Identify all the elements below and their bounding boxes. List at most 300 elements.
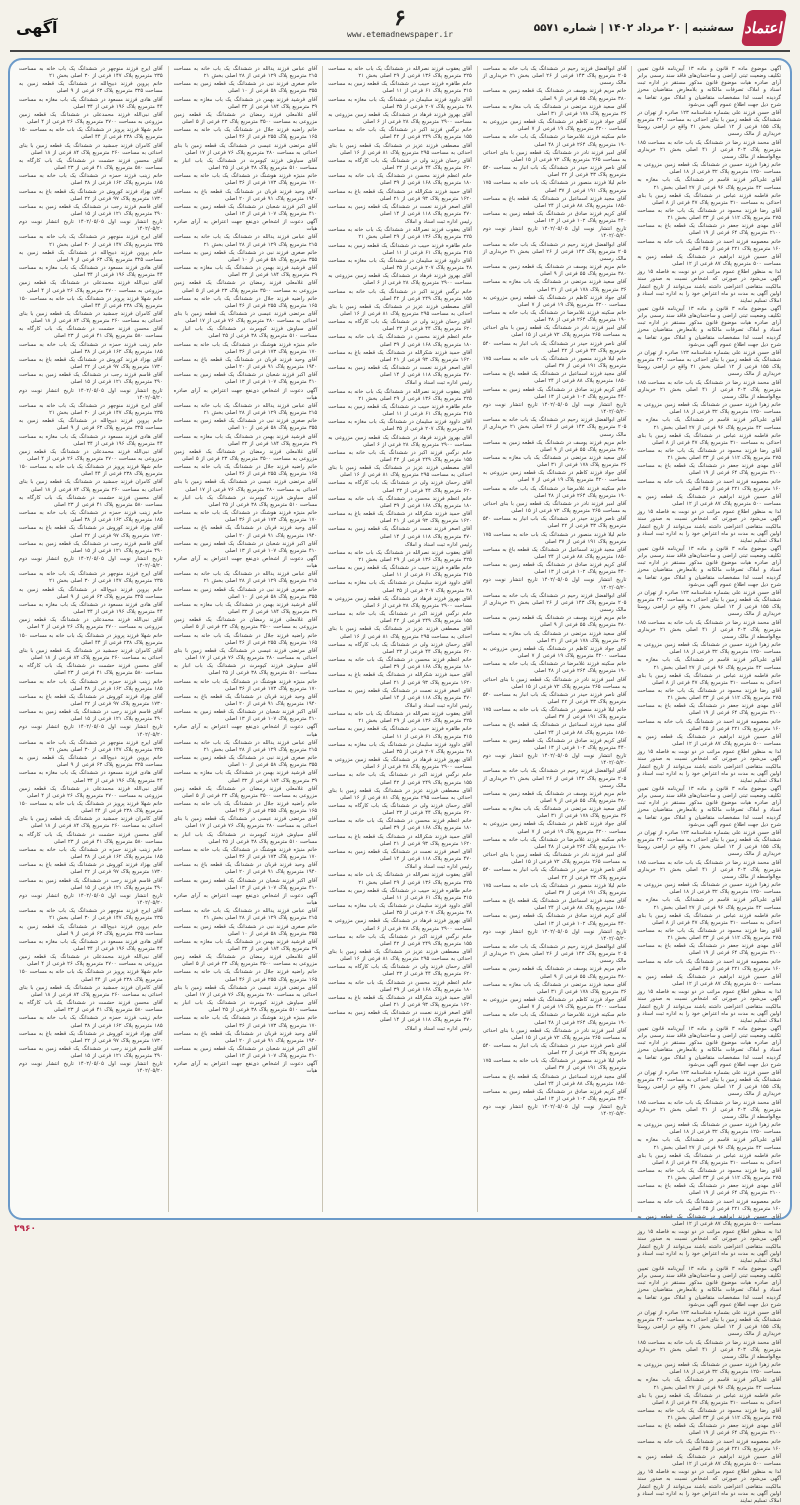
ad-entry: آقای بهروز فرزند فرهاد در ششدانگ یک قطعه زمین مزروعی به مساحت ۲۹۰۰ مترمربع پلاک ۲۸ فرعی از ۶ اصلی <box>328 757 472 771</box>
ad-entry: آقای سیاوش فرزند کیومرث در ششدانگ یک باب انبار به مساحت ۵۱۰ مترمربع پلاک ۳۸ فرعی از ۲۵ اصلی <box>173 1000 318 1014</box>
ad-entry: آقای ابوالفضل فرزند رحیم در ششدانگ یک باب خانه به مساحت ۲۰۵ مترمربع پلاک ۱۴۳ فرعی از ۲۶ اصلی بخش ۲۱ خریداری از مالک رسمی <box>482 417 627 438</box>
ad-entry: آقای ایرج فرزند منوچهر در ششدانگ یک باب خانه به مساحت ۲۳۵ مترمربع پلاک ۱۴۷ فرعی از ۳۰ اصلی بخش ۲۱ <box>19 66 163 80</box>
ad-entry: آقای مجید فرزند اسماعیل در ششدانگ یک قطعه باغ به مساحت ۱۸۵۰ مترمربع پلاک ۸۸ فرعی از ۲۴ اصلی <box>482 722 627 736</box>
ad-entry: خانم اعظم فرزند محسن در ششدانگ یک باب خانه به مساحت ۱۸۰ مترمربع پلاک ۱۶۸ فرعی از ۳۹ اصلی <box>328 657 472 671</box>
ad-entry: آقای فرشید فرزند بهمن در ششدانگ یک باب مغازه به مساحت ۳۹ مترمربع پلاک ۱۸۴ فرعی از ۳۲ اصلی <box>173 770 318 784</box>
ad-entry: آقای حسن فرزند علی بشماره شناسنامه ۱۲۳ صادره از تهران در ششدانگ یک قطعه زمین با بنای احداثی به مساحت ۲۴۰ مترمربع پلاک ۱۵۵ فرعی از ۱۲ اصلی بخش ۲۱ واقع در اراضی روستا خریداری از مالک رسمی <box>637 589 781 618</box>
ad-entry: آقای مهدی فرزند جعفر در ششدانگ یک قطعه باغ به مساحت ۲۱۰۰ مترمربع پلاک ۶۴ فرعی از ۱۹ اصلی <box>637 1423 781 1437</box>
ad-entry: آقای محمد فرزند رضا در ششدانگ یک باب خانه به مساحت ۱۸۵ مترمربع پلاک ۲۰۳ فرعی از ۴۱ اصلی بخش ۲۱ خریداری مع‌الواسطه از مالک رسمی <box>637 619 781 640</box>
ad-entry: آقای مرتضی فرزند عیسی در ششدانگ یک قطعه زمین با بنای احداثی به مساحت ۲۸۰ مترمربع پلاک ۷۶ فرعی از ۱۷ اصلی <box>173 647 318 662</box>
ad-entry: خانم مریم فرزند یوسف در ششدانگ یک قطعه زمین به مساحت ۳۸۰ مترمربع پلاک ۵۵ فرعی از ۹ اصلی <box>482 790 627 804</box>
ad-entry: خانم صغری فرزند نبی در ششدانگ یک قطعه زمین به مساحت ۳۵۵ مترمربع پلاک ۵۸ فرعی از ۱۰ اصلی <box>173 418 318 432</box>
ad-entry: آقای ایرج فرزند منوچهر در ششدانگ یک باب خانه به مساحت ۲۳۵ مترمربع پلاک ۱۴۷ فرعی از ۳۰ اصلی بخش ۲۱ <box>19 739 163 753</box>
ad-entry: آقای بهروز فرزند فرهاد در ششدانگ یک قطعه زمین مزروعی به مساحت ۲۹۰۰ مترمربع پلاک ۲۸ فرعی از ۶ اصلی <box>328 918 472 932</box>
ad-entry: خانم صغری فرزند نبی در ششدانگ یک قطعه زمین به مساحت ۳۵۵ مترمربع پلاک ۵۸ فرعی از ۱۰ اصلی <box>173 249 318 263</box>
ad-entry: آقای یعقوب فرزند نصرالله در ششدانگ یک باب خانه به مساحت ۲۲۵ مترمربع پلاک ۱۳۶ فرعی از ۲۹ اصلی بخش ۲۱ <box>328 711 472 725</box>
ad-entry: آقای اکبر فرزند شعبان در ششدانگ یک قطعه زمین به مساحت ۴۱۰ مترمربع پلاک ۱۰۷ فرعی از ۱۳ اصلی <box>173 1046 318 1060</box>
ad-entry: آقای حسین فرزند ابراهیم در ششدانگ یک قطعه زمین به مساحت ۵۰۰ مترمربع پلاک ۸۷ فرعی از ۱۲ اصلی <box>637 1213 781 1228</box>
ad-entry: آقای محمد فرزند رضا در ششدانگ یک باب خانه به مساحت ۱۸۵ مترمربع پلاک ۲۰۳ فرعی از ۴۱ اصلی بخش ۲۱ خریداری مع‌الواسطه از مالک رسمی <box>637 859 781 880</box>
ad-entry: آقای مرتضی فرزند عیسی در ششدانگ یک قطعه زمین با بنای احداثی به مساحت ۲۸۰ مترمربع پلاک ۷۶ فرعی از ۱۷ اصلی <box>173 479 318 493</box>
ad-entry: آقای یعقوب فرزند نصرالله در ششدانگ یک باب خانه به مساحت ۲۲۵ مترمربع پلاک ۱۳۶ فرعی از ۲۹ اصلی بخش ۲۱ <box>328 872 472 886</box>
ad-entry: آقای قاسم فرزند رجب در ششدانگ یک قطعه زمین به مساحت ۴۹۰ مترمربع پلاک ۱۲۱ فرعی از ۱۵ اصلی <box>19 1046 163 1060</box>
ad-entry: آقای حسین فرزند ابراهیم در ششدانگ یک قطعه زمین به مساحت ۵۰۰ مترمربع پلاک ۸۷ فرعی از ۱۲ اصلی <box>637 1453 781 1468</box>
ad-entry: آقای ابوالفضل فرزند رحیم در ششدانگ یک باب خانه به مساحت ۲۰۵ مترمربع پلاک ۱۴۳ فرعی از ۲۶ اصلی بخش ۲۱ خریداری از مالک رسمی <box>482 241 627 262</box>
ad-column <box>14 66 168 1212</box>
ad-entry: آقای ابوالفضل فرزند رحیم در ششدانگ یک باب خانه به مساحت ۲۰۵ مترمربع پلاک ۱۴۳ فرعی از ۲۶ اصلی بخش ۲۱ خریداری از مالک رسمی <box>482 66 627 87</box>
ad-entry: آقای اصغر فرزند نعمت در ششدانگ یک قطعه زمین به مساحت ۴۷۰ مترمربع پلاک ۱۱۸ فرعی از ۱۴ اصلی <box>328 203 472 217</box>
header-brand <box>534 8 784 48</box>
ad-entry: آقای کریم فرزند صادق در ششدانگ یک قطعه زمین به مساحت ۴۴۰ مترمربع پلاک ۱۰۲ فرعی از ۱۳ اصلی <box>482 386 627 400</box>
ad-entry: آقای حمید فرزند شکرالله در ششدانگ یک قطعه باغ به مساحت ۱۶۲۰ مترمربع پلاک ۹۳ فرعی از ۲۱ اصلی <box>328 188 472 202</box>
ad-entry: خانم شهلا فرزند پرویز در ششدانگ یک باب خانه به مساحت ۱۵۰ مترمربع پلاک ۲۳۸ فرعی از ۴۴ اصلی <box>19 969 163 983</box>
ad-entry: آگهی موضوع ماده ۳ قانون و ماده ۱۳ آیین‌نامه قانون تعیین تکلیف وضعیت ثبتی اراضی و ساختمان‌های فاقد سند رسمی برابر آرای صادره هیات موضوع قانون مذکور مستقر در اداره ثبت اسناد و املاک تصرفات مالکانه و بلامعارض متقاضیان محرز گردیده است لذا مشخصات متقاضیان و املاک مورد تقاضا به شرح ذیل جهت اطلاع عموم آگهی می‌شود <box>637 786 781 828</box>
ad-entry: رئیس اداره ثبت اسناد و املاک <box>404 702 472 709</box>
ad-entry: خانم طاهره فرزند حبیب در ششدانگ یک قطعه زمین به مساحت ۳۱۵ مترمربع پلاک ۶۱ فرعی از ۱۱ اصلی <box>328 726 472 740</box>
ad-entry: آقای اصغر فرزند نعمت در ششدانگ یک قطعه زمین به مساحت ۴۷۰ مترمربع پلاک ۱۱۸ فرعی از ۱۴ اصلی <box>328 687 472 701</box>
ad-entry: خانم طاهره فرزند حبیب در ششدانگ یک قطعه زمین به مساحت ۳۱۵ مترمربع پلاک ۶۱ فرعی از ۱۱ اصلی <box>328 403 472 418</box>
ad-entry: آقای فرشید فرزند بهمن در ششدانگ یک باب مغازه به مساحت ۳۹ مترمربع پلاک ۱۸۴ فرعی از ۳۲ اصلی <box>173 265 318 279</box>
ad-entry: آقای اصغر فرزند نعمت در ششدانگ یک قطعه زمین به مساحت ۴۷۰ مترمربع پلاک ۱۱۸ فرعی از ۱۴ اصلی <box>328 1010 472 1024</box>
ad-entry: آقای محمد فرزند رضا در ششدانگ یک باب خانه به مساحت ۱۸۵ مترمربع پلاک ۲۰۳ فرعی از ۴۱ اصلی بخش ۲۱ خریداری مع‌الواسطه از مالک رسمی <box>637 1339 781 1360</box>
ad-entry: آگهی دعوت از اشخاص ذی‌نفع جهت اعتراض به آرای صادره هیات <box>173 219 318 233</box>
ad-entry: آقای اکبر فرزند شعبان در ششدانگ یک قطعه زمین به مساحت ۴۱۰ مترمربع پلاک ۱۰۷ فرعی از ۱۳ اصلی <box>173 877 318 891</box>
ad-entry: خانم شهلا فرزند پرویز در ششدانگ یک باب خانه به مساحت ۱۵۰ مترمربع پلاک ۲۳۸ فرعی از ۴۴ اصلی <box>19 464 163 478</box>
ad-entry: آقای قاسم فرزند رجب در ششدانگ یک قطعه زمین به مساحت ۴۹۰ مترمربع پلاک ۱۲۱ فرعی از ۱۵ اصلی <box>19 203 163 217</box>
ad-entry: آقای بهزاد فرزند کوروش در ششدانگ یک قطعه باغ به مساحت ۱۷۳۰ مترمربع پلاک ۹۷ فرعی از ۲۲ اصلی <box>19 862 163 876</box>
ad-entry: آقای کامران فرزند جمشید در ششدانگ یک قطعه زمین با بنای احداثی به مساحت ۲۶۰ مترمربع پلاک ۸۴ فرعی از ۱۸ اصلی <box>19 816 163 830</box>
ad-entry: آقای رحمان فرزند ولی در ششدانگ یک باب کارگاه به مساحت ۶۲۰ مترمربع پلاک ۴۴ فرعی از ۲۳ اصلی <box>328 641 472 655</box>
ad-entry: خانم منیژه فرزند هوشنگ در ششدانگ یک باب خانه به مساحت ۱۷۰ مترمربع پلاک ۱۷۳ فرعی از ۳۶ اصلی <box>173 846 318 861</box>
ad-entry: آگهی دعوت از اشخاص ذی‌نفع جهت اعتراض به آرای صادره هیات <box>173 724 318 738</box>
ad-entry: خانم فاطمه فرزند عباس در ششدانگ یک قطعه زمین با بنای احداثی به مساحت ۳۱۰ مترمربع پلاک ۴۷ فرعی از ۸ اصلی <box>637 192 781 206</box>
ad-entry: تاریخ انتشار نوبت اول ۱۴۰۲/۰۵/۰۵ تاریخ انتشار نوبت دوم ۱۴۰۲/۰۵/۲۰ <box>19 387 163 401</box>
ad-entry: آقای حمید فرزند شکرالله در ششدانگ یک قطعه باغ به مساحت ۱۶۲۰ مترمربع پلاک ۹۳ فرعی از ۲۱ اصلی <box>328 511 472 525</box>
ad-entry: آقای یعقوب فرزند نصرالله در ششدانگ یک باب خانه به مساحت ۲۲۵ مترمربع پلاک ۱۳۶ فرعی از ۲۹ اصلی بخش ۲۱ <box>328 66 472 80</box>
ad-entry: آقای نبی‌الله فرزند محمدعلی در ششدانگ یک قطعه زمین مزروعی به مساحت ۲۷۰۰ مترمربع پلاک ۲۶ فرعی از ۴ اصلی <box>19 280 163 294</box>
ad-entry: آقای سعید فرزند مرتضی در ششدانگ یک باب مغازه به مساحت ۳۶ مترمربع پلاک ۱۷۸ فرعی از ۳۱ اصلی <box>482 454 627 469</box>
ad-entry: آقای کریم فرزند صادق در ششدانگ یک قطعه زمین به مساحت ۴۴۰ مترمربع پلاک ۱۰۲ فرعی از ۱۳ اصلی <box>482 562 627 576</box>
ad-entry: آقای وحید فرزند قربان در ششدانگ یک قطعه باغ به مساحت ۱۹۴۰ مترمربع پلاک ۹۱ فرعی از ۲۰ اصلی <box>173 356 318 371</box>
ad-entry: خانم نرگس فرزند اکبر در ششدانگ یک باب خانه به مساحت ۱۵۵ مترمربع پلاک ۲۴۹ فرعی از ۴۲ اصلی <box>328 933 472 947</box>
ad-entry: خانم راضیه فرزند جلال در ششدانگ یک باب خانه به مساحت ۱۶۵ مترمربع پلاک ۲۵۵ فرعی از ۴۶ اصلی <box>173 969 318 983</box>
ad-entry: خانم زهرا فرزند حسین در ششدانگ یک قطعه زمین مزروعی به مساحت ۱۲۵۰ مترمربع پلاک ۳۲ فرعی از ۱۸ اصلی <box>637 882 781 896</box>
ad-entry: آقای مرتضی فرزند عیسی در ششدانگ یک قطعه زمین با بنای احداثی به مساحت ۲۸۰ مترمربع پلاک ۷۶ فرعی از ۱۷ اصلی <box>173 142 318 156</box>
ad-entry: آقای کریم فرزند صادق در ششدانگ یک قطعه زمین به مساحت ۴۴۰ مترمربع پلاک ۱۰۲ فرعی از ۱۳ اصلی <box>482 1088 627 1103</box>
ad-entry: خانم طاهره فرزند حبیب در ششدانگ یک قطعه زمین به مساحت ۳۱۵ مترمربع پلاک ۶۱ فرعی از ۱۱ اصلی <box>328 565 472 579</box>
ad-entry: آقای بهروز فرزند فرهاد در ششدانگ یک قطعه زمین مزروعی به مساحت ۲۹۰۰ مترمربع پلاک ۲۸ فرعی از ۶ اصلی <box>328 434 472 448</box>
ad-entry: آقای محسن فرزند حشمت در ششدانگ یک باب کارگاه به مساحت ۵۸۰ مترمربع پلاک ۴۱ فرعی از ۲۳ اصلی <box>19 1000 163 1014</box>
ad-entry: تاریخ انتشار نوبت اول ۱۴۰۲/۰۵/۰۵ تاریخ انتشار نوبت دوم ۱۴۰۲/۰۵/۲۰ <box>482 928 627 942</box>
ad-entry: آقای علی‌اکبر فرزند قاسم در ششدانگ یک باب مغازه به مساحت ۴۲ مترمربع پلاک ۹۶ فرعی از ۲۷ اصلی بخش ۲۱ <box>637 657 781 671</box>
ad-entry: خانم مریم فرزند یوسف در ششدانگ یک قطعه زمین به مساحت ۳۸۰ مترمربع پلاک ۵۵ فرعی از ۹ اصلی <box>482 966 627 980</box>
ad-column <box>477 66 632 1212</box>
ad-entry: خانم زینب فرزند حمزه در ششدانگ یک باب خانه به مساحت ۱۸۵ مترمربع پلاک ۱۶۲ فرعی از ۳۸ اصلی <box>19 1015 163 1029</box>
ad-entry: آقای سعید فرزند مرتضی در ششدانگ یک باب مغازه به مساحت ۳۶ مترمربع پلاک ۱۷۸ فرعی از ۳۱ اصلی <box>482 103 627 117</box>
ad-entry: خانم منیژه فرزند هوشنگ در ششدانگ یک باب خانه به مساحت ۱۷۰ مترمربع پلاک ۱۷۳ فرعی از ۳۶ اصلی <box>173 678 318 692</box>
ad-entry: خانم معصومه فرزند احمد در ششدانگ یک باب خانه به مساحت ۱۶۰ مترمربع پلاک ۲۲۱ فرعی از ۴۵ اصلی <box>637 1198 781 1212</box>
ad-entry: آقای کریم فرزند صادق در ششدانگ یک قطعه زمین به مساحت ۴۴۰ مترمربع پلاک ۱۰۲ فرعی از ۱۳ اصلی <box>482 737 627 751</box>
ad-entry: آقای ابوالفضل فرزند رحیم در ششدانگ یک باب خانه به مساحت ۲۰۵ مترمربع پلاک ۱۴۳ فرعی از ۲۶ اصلی بخش ۲۱ خریداری از مالک رسمی <box>482 592 627 614</box>
ad-entry: خانم زینب فرزند حمزه در ششدانگ یک باب خانه به مساحت ۱۸۵ مترمربع پلاک ۱۶۲ فرعی از ۳۸ اصلی <box>19 173 163 187</box>
ad-entry: خانم صغری فرزند نبی در ششدانگ یک قطعه زمین به مساحت ۳۵۵ مترمربع پلاک ۵۸ فرعی از ۱۰ اصلی <box>173 586 318 600</box>
ad-entry: آقای ناصر فرزند حیدر در ششدانگ یک باب انبار به مساحت ۵۴۰ مترمربع پلاک ۳۳ فرعی از ۲۲ اصلی <box>482 867 627 881</box>
ad-entry: تاریخ انتشار نوبت اول ۱۴۰۲/۰۵/۰۵ تاریخ انتشار نوبت دوم ۱۴۰۲/۰۵/۲۰ <box>482 401 627 416</box>
ad-entry: آقای محسن فرزند حشمت در ششدانگ یک باب کارگاه به مساحت ۵۸۰ مترمربع پلاک ۴۱ فرعی از ۲۳ اصلی <box>19 157 163 172</box>
ad-entry: خانم زینب فرزند حمزه در ششدانگ یک باب خانه به مساحت ۱۸۵ مترمربع پلاک ۱۶۲ فرعی از ۳۸ اصلی <box>19 846 163 861</box>
website-url[interactable]: www.etemadnewspaper.ir <box>347 30 453 39</box>
ad-entry: آقای رضا فرزند محمود در ششدانگ یک باب خانه به مساحت ۲۷۵ مترمربع پلاک ۱۱۲ فرعی از ۳۳ اصلی بخش ۲۱ <box>637 687 781 702</box>
ad-entry: آقای ابوالفضل فرزند رحیم در ششدانگ یک باب خانه به مساحت ۲۰۵ مترمربع پلاک ۱۴۳ فرعی از ۲۶ اصلی بخش ۲۱ خریداری از مالک رسمی <box>482 768 627 789</box>
ad-entry: آقای ایرج فرزند منوچهر در ششدانگ یک باب خانه به مساحت ۲۳۵ مترمربع پلاک ۱۴۷ فرعی از ۳۰ اصلی بخش ۲۱ <box>19 234 163 248</box>
ad-entry: خانم فاطمه فرزند عباس در ششدانگ یک قطعه زمین با بنای احداثی به مساحت ۳۱۰ مترمربع پلاک ۴۷ فرعی از ۸ اصلی <box>637 1152 781 1166</box>
ad-entry: آقای جواد فرزند کاظم در ششدانگ یک قطعه زمین مزروعی به مساحت ۴۲۰۰ مترمربع پلاک ۱۹ فرعی از ۷ اصلی <box>482 997 627 1011</box>
ad-entry: آقای مصطفی فرزند عزیز در ششدانگ یک قطعه زمین با بنای احداثی به مساحت ۲۹۵ مترمربع پلاک ۸۱ فرعی از ۱۶ اصلی <box>328 303 472 317</box>
ad-entry: آقای علی‌اکبر فرزند قاسم در ششدانگ یک باب مغازه به مساحت ۴۲ مترمربع پلاک ۹۶ فرعی از ۲۷ اصلی بخش ۲۱ <box>637 897 781 911</box>
ad-entry: خانم مریم فرزند یوسف در ششدانگ یک قطعه زمین به مساحت ۳۸۰ مترمربع پلاک ۵۵ فرعی از ۹ اصلی <box>482 264 627 278</box>
ad-entry: آقای امیر فرزند نادر در ششدانگ یک قطعه زمین با بنای احداثی به مساحت ۲۶۵ مترمربع پلاک ۷۲ فرعی از ۱۵ اصلی <box>482 676 627 690</box>
ad-entry: آقای مرتضی فرزند عیسی در ششدانگ یک قطعه زمین با بنای احداثی به مساحت ۲۸۰ مترمربع پلاک ۷۶ فرعی از ۱۷ اصلی <box>173 816 318 830</box>
ad-entry: خانم منیژه فرزند هوشنگ در ششدانگ یک باب خانه به مساحت ۱۷۰ مترمربع پلاک ۱۷۳ فرعی از ۳۶ اصلی <box>173 173 318 187</box>
ad-entry: آقای سیاوش فرزند کیومرث در ششدانگ یک باب انبار به مساحت ۵۱۰ مترمربع پلاک ۳۸ فرعی از ۲۵ اصلی <box>173 157 318 172</box>
ad-entry: آقای ناصر فرزند حیدر در ششدانگ یک باب انبار به مساحت ۵۴۰ مترمربع پلاک ۳۳ فرعی از ۲۲ اصلی <box>482 165 627 179</box>
ad-entry: خانم اعظم فرزند محسن در ششدانگ یک باب خانه به مساحت ۱۸۰ مترمربع پلاک ۱۶۸ فرعی از ۳۹ اصلی <box>328 173 472 187</box>
ad-entry: خانم پروین فرزند ذبیح‌الله در ششدانگ یک قطعه زمین به مساحت ۳۲۵ مترمربع پلاک ۶۳ فرعی از ۹ اصلی <box>19 755 163 769</box>
ad-entry: خانم سکینه فرزند غلامرضا در ششدانگ یک باب خانه به مساحت ۱۹۰ مترمربع پلاک ۲۶۴ فرعی از ۴۸ اصلی <box>482 485 627 499</box>
ad-entry: خانم لیلا فرزند منصور در ششدانگ یک باب خانه به مساحت ۱۷۵ مترمربع پلاک ۱۹۱ فرعی از ۳۷ اصلی <box>482 180 627 194</box>
ad-entry: خانم اعظم فرزند محسن در ششدانگ یک باب خانه به مساحت ۱۸۰ مترمربع پلاک ۱۶۸ فرعی از ۳۹ اصلی <box>328 334 472 348</box>
ad-entry: آقای حسن فرزند علی بشماره شناسنامه ۱۲۳ صادره از تهران در ششدانگ یک قطعه زمین با بنای احداثی به مساحت ۲۴۰ مترمربع پلاک ۱۵۵ فرعی از ۱۲ اصلی بخش ۲۱ واقع در اراضی روستا خریداری از مالک رسمی <box>637 829 781 858</box>
ad-entry: آگهی موضوع ماده ۳ قانون و ماده ۱۳ آیین‌نامه قانون تعیین تکلیف وضعیت ثبتی اراضی و ساختمان‌های فاقد سند رسمی برابر آرای صادره هیات موضوع قانون مذکور مستقر در اداره ثبت اسناد و املاک تصرفات مالکانه و بلامعارض متقاضیان محرز گردیده است لذا مشخصات متقاضیان و املاک مورد تقاضا به شرح ذیل جهت اطلاع عموم آگهی می‌شود <box>637 546 781 588</box>
ad-entry: خانم فاطمه فرزند عباس در ششدانگ یک قطعه زمین با بنای احداثی به مساحت ۳۱۰ مترمربع پلاک ۴۷ فرعی از ۸ اصلی <box>637 432 781 446</box>
ad-entry: آقای داوود فرزند سلیمان در ششدانگ یک باب مغازه به مساحت ۴۸ مترمربع پلاک ۲۰۷ فرعی از ۳۵ اصلی <box>328 903 472 917</box>
ad-entry: خانم شهلا فرزند پرویز در ششدانگ یک باب خانه به مساحت ۱۵۰ مترمربع پلاک ۲۳۸ فرعی از ۴۴ اصلی <box>19 801 163 815</box>
ad-entry: آگهی موضوع ماده ۳ قانون و ماده ۱۳ آیین‌نامه قانون تعیین تکلیف وضعیت ثبتی اراضی و ساختمان‌های فاقد سند رسمی برابر آرای صادره هیات موضوع قانون مذکور مستقر در اداره ثبت اسناد و املاک تصرفات مالکانه و بلامعارض متقاضیان محرز گردیده است لذا مشخصات متقاضیان و املاک مورد تقاضا به شرح ذیل جهت اطلاع عموم آگهی می‌شود <box>637 306 781 348</box>
ad-entry: آقای ناصر فرزند حیدر در ششدانگ یک باب انبار به مساحت ۵۴۰ مترمربع پلاک ۳۳ فرعی از ۲۲ اصلی <box>482 1043 627 1057</box>
ad-entry: آقای مجید فرزند اسماعیل در ششدانگ یک قطعه باغ به مساحت ۱۸۵۰ مترمربع پلاک ۸۸ فرعی از ۲۴ اصلی <box>482 898 627 912</box>
ad-entry: رئیس اداره ثبت اسناد و املاک <box>404 1025 472 1032</box>
ad-entry: خانم شهلا فرزند پرویز در ششدانگ یک باب خانه به مساحت ۱۵۰ مترمربع پلاک ۲۳۸ فرعی از ۴۴ اصلی <box>19 127 163 141</box>
ad-entry: خانم اعظم فرزند محسن در ششدانگ یک باب خانه به مساحت ۱۸۰ مترمربع پلاک ۱۶۸ فرعی از ۳۹ اصلی <box>328 495 472 509</box>
ad-entry: آقای محسن فرزند حشمت در ششدانگ یک باب کارگاه به مساحت ۵۸۰ مترمربع پلاک ۴۱ فرعی از ۲۳ اصلی <box>19 831 163 845</box>
ad-entry: آقای غلامعلی فرزند رمضان در ششدانگ یک قطعه زمین مزروعی به مساحت ۳۵۰۰ مترمربع پلاک ۲۳ فرعی از ۵ اصلی <box>173 785 318 799</box>
ad-entry: آقای غلامعلی فرزند رمضان در ششدانگ یک قطعه زمین مزروعی به مساحت ۳۵۰۰ مترمربع پلاک ۲۳ فرعی از ۵ اصلی <box>173 954 318 968</box>
ad-entry: آگهی موضوع ماده ۳ قانون و ماده ۱۳ آیین‌نامه قانون تعیین تکلیف وضعیت ثبتی اراضی و ساختمان‌های فاقد سند رسمی برابر آرای صادره هیات موضوع قانون مذکور مستقر در اداره ثبت اسناد و املاک تصرفات مالکانه و بلامعارض متقاضیان محرز گردیده است لذا مشخصات متقاضیان و املاک مورد تقاضا به شرح ذیل جهت اطلاع عموم آگهی می‌شود <box>637 66 781 108</box>
header-divider <box>10 50 790 52</box>
ad-entry: آقای مجید فرزند اسماعیل در ششدانگ یک قطعه باغ به مساحت ۱۸۵۰ مترمربع پلاک ۸۸ فرعی از ۲۴ اصلی <box>482 195 627 209</box>
ad-entry: آقای سعید فرزند مرتضی در ششدانگ یک باب مغازه به مساحت ۳۶ مترمربع پلاک ۱۷۸ فرعی از ۳۱ اصلی <box>482 981 627 995</box>
ad-entry: خانم لیلا فرزند منصور در ششدانگ یک باب خانه به مساحت ۱۷۵ مترمربع پلاک ۱۹۱ فرعی از ۳۷ اصلی <box>482 531 627 545</box>
ad-entry: آقای هادی فرزند مسعود در ششدانگ یک باب مغازه به مساحت ۴۴ مترمربع پلاک ۱۹۶ فرعی از ۳۴ اصلی <box>19 601 163 616</box>
ad-entry: خانم مریم فرزند یوسف در ششدانگ یک قطعه زمین به مساحت ۳۸۰ مترمربع پلاک ۵۵ فرعی از ۹ اصلی <box>482 88 627 102</box>
ad-entry: آقای حمید فرزند شکرالله در ششدانگ یک قطعه باغ به مساحت ۱۶۲۰ مترمربع پلاک ۹۳ فرعی از ۲۱ اصلی <box>328 994 472 1009</box>
ad-entry: آقای هادی فرزند مسعود در ششدانگ یک باب مغازه به مساحت ۴۴ مترمربع پلاک ۱۹۶ فرعی از ۳۴ اصلی <box>19 938 163 952</box>
ad-entry: آقای عباس فرزند یدالله در ششدانگ یک باب خانه به مساحت ۲۱۵ مترمربع پلاک ۱۲۹ فرعی از ۲۸ اصلی بخش ۲۱ <box>173 402 318 417</box>
ad-entry: آقای اصغر فرزند نعمت در ششدانگ یک قطعه زمین به مساحت ۴۷۰ مترمربع پلاک ۱۱۸ فرعی از ۱۴ اصلی <box>328 365 472 379</box>
ad-entry: خانم زینب فرزند حمزه در ششدانگ یک باب خانه به مساحت ۱۸۵ مترمربع پلاک ۱۶۲ فرعی از ۳۸ اصلی <box>19 678 163 692</box>
ad-column <box>168 66 323 1212</box>
ad-entry: آقای ایرج فرزند منوچهر در ششدانگ یک باب خانه به مساحت ۲۳۵ مترمربع پلاک ۱۴۷ فرعی از ۳۰ اصلی بخش ۲۱ <box>19 908 163 922</box>
ad-entry: آگهی دعوت از اشخاص ذی‌نفع جهت اعتراض به آرای صادره هیات <box>173 387 318 401</box>
ad-entry: آقای جواد فرزند کاظم در ششدانگ یک قطعه زمین مزروعی به مساحت ۴۲۰۰ مترمربع پلاک ۱۹ فرعی از ۷ اصلی <box>482 470 627 484</box>
ad-entry: خانم لیلا فرزند منصور در ششدانگ یک باب خانه به مساحت ۱۷۵ مترمربع پلاک ۱۹۱ فرعی از ۳۷ اصلی <box>482 882 627 896</box>
ad-entry: آقای ناصر فرزند حیدر در ششدانگ یک باب انبار به مساحت ۵۴۰ مترمربع پلاک ۳۳ فرعی از ۲۲ اصلی <box>482 516 627 530</box>
ad-entry: آقای محسن فرزند حشمت در ششدانگ یک باب کارگاه به مساحت ۵۸۰ مترمربع پلاک ۴۱ فرعی از ۲۳ اصلی <box>19 326 163 340</box>
ad-entry: آقای داوود فرزند سلیمان در ششدانگ یک باب مغازه به مساحت ۴۸ مترمربع پلاک ۲۰۷ فرعی از ۳۵ اصلی <box>328 741 472 755</box>
ad-entry: آقای ناصر فرزند حیدر در ششدانگ یک باب انبار به مساحت ۵۴۰ مترمربع پلاک ۳۳ فرعی از ۲۲ اصلی <box>482 691 627 705</box>
ad-entry: آقای سیاوش فرزند کیومرث در ششدانگ یک باب انبار به مساحت ۵۱۰ مترمربع پلاک ۳۸ فرعی از ۲۵ اصلی <box>173 663 318 677</box>
ad-entry: آقای یعقوب فرزند نصرالله در ششدانگ یک باب خانه به مساحت ۲۲۵ مترمربع پلاک ۱۳۶ فرعی از ۲۹ اصلی بخش ۲۱ <box>328 227 472 241</box>
ad-entry: تاریخ انتشار نوبت اول ۱۴۰۲/۰۵/۰۵ تاریخ انتشار نوبت دوم ۱۴۰۲/۰۵/۲۰ <box>482 226 627 240</box>
ad-entry: آقای بهزاد فرزند کوروش در ششدانگ یک قطعه باغ به مساحت ۱۷۳۰ مترمربع پلاک ۹۷ فرعی از ۲۲ اصلی <box>19 525 163 539</box>
ad-entry: آقای هادی فرزند مسعود در ششدانگ یک باب مغازه به مساحت ۴۴ مترمربع پلاک ۱۹۶ فرعی از ۳۴ اصلی <box>19 265 163 279</box>
ad-entry: آقای ابوالفضل فرزند رحیم در ششدانگ یک باب خانه به مساحت ۲۰۵ مترمربع پلاک ۱۴۳ فرعی از ۲۶ اصلی بخش ۲۱ خریداری از مالک رسمی <box>482 943 627 965</box>
ad-entry: آقای حمید فرزند شکرالله در ششدانگ یک قطعه باغ به مساحت ۱۶۲۰ مترمربع پلاک ۹۳ فرعی از ۲۱ اصلی <box>328 672 472 686</box>
ad-entry: آقای ایرج فرزند منوچهر در ششدانگ یک باب خانه به مساحت ۲۳۵ مترمربع پلاک ۱۴۷ فرعی از ۳۰ اصلی بخش ۲۱ <box>19 571 163 585</box>
ad-column <box>322 66 477 1212</box>
ad-entry: آقای امیر فرزند نادر در ششدانگ یک قطعه زمین با بنای احداثی به مساحت ۲۶۵ مترمربع پلاک ۷۲ فرعی از ۱۵ اصلی <box>482 852 627 866</box>
ad-entry: آقای غلامعلی فرزند رمضان در ششدانگ یک قطعه زمین مزروعی به مساحت ۳۵۰۰ مترمربع پلاک ۲۳ فرعی از ۵ اصلی <box>173 280 318 294</box>
ad-entry: آقای داوود فرزند سلیمان در ششدانگ یک باب مغازه به مساحت ۴۸ مترمربع پلاک ۲۰۷ فرعی از ۳۵ اصلی <box>328 580 472 594</box>
ad-entry: آقای محمد فرزند رضا در ششدانگ یک باب خانه به مساحت ۱۸۵ مترمربع پلاک ۲۰۳ فرعی از ۴۱ اصلی بخش ۲۱ خریداری مع‌الواسطه از مالک رسمی <box>637 379 781 400</box>
ad-entry: خانم فاطمه فرزند عباس در ششدانگ یک قطعه زمین با بنای احداثی به مساحت ۳۱۰ مترمربع پلاک ۴۷ فرعی از ۸ اصلی <box>637 1392 781 1406</box>
ad-entry: آقای مرتضی فرزند عیسی در ششدانگ یک قطعه زمین با بنای احداثی به مساحت ۲۸۰ مترمربع پلاک ۷۶ فرعی از ۱۷ اصلی <box>173 984 318 998</box>
ad-entry: آقای علی‌اکبر فرزند قاسم در ششدانگ یک باب مغازه به مساحت ۴۲ مترمربع پلاک ۹۶ فرعی از ۲۷ اصلی بخش ۲۱ <box>637 417 781 431</box>
ad-entry: خانم زهرا فرزند حسین در ششدانگ یک قطعه زمین مزروعی به مساحت ۱۲۵۰ مترمربع پلاک ۳۲ فرعی از ۱۸ اصلی <box>637 1362 781 1376</box>
ad-entry: خانم پروین فرزند ذبیح‌الله در ششدانگ یک قطعه زمین به مساحت ۳۲۵ مترمربع پلاک ۶۳ فرعی از ۹ اصلی <box>19 418 163 432</box>
ad-entry: آقای مجید فرزند اسماعیل در ششدانگ یک قطعه باغ به مساحت ۱۸۵۰ مترمربع پلاک ۸۸ فرعی از ۲۴ اصلی <box>482 546 627 560</box>
ad-entry: لذا به منظور اطلاع عموم مراتب در دو نوبت به فاصله ۱۵ روز آگهی می‌شود در صورتی که اشخاص نسبت به صدور سند مالکیت متقاضی اعتراضی داشته باشند می‌توانند از تاریخ انتشار اولین آگهی به مدت دو ماه اعتراض خود را به اداره ثبت اسناد و املاک تسلیم نمایند <box>637 749 781 784</box>
ad-entry: آگهی دعوت از اشخاص ذی‌نفع جهت اعتراض به آرای صادره هیات <box>173 1061 318 1075</box>
ad-entry: آقای حسن فرزند علی بشماره شناسنامه ۱۲۳ صادره از تهران در ششدانگ یک قطعه زمین با بنای احداثی به مساحت ۲۴۰ مترمربع پلاک ۱۵۵ فرعی از ۱۲ اصلی بخش ۲۱ واقع در اراضی روستا خریداری از مالک رسمی <box>637 1069 781 1098</box>
ad-entry: آقای امیر فرزند نادر در ششدانگ یک قطعه زمین با بنای احداثی به مساحت ۲۶۵ مترمربع پلاک ۷۲ فرعی از ۱۵ اصلی <box>482 149 627 163</box>
ad-entry: آقای عباس فرزند یدالله در ششدانگ یک باب خانه به مساحت ۲۱۵ مترمربع پلاک ۱۲۹ فرعی از ۲۸ اصلی بخش ۲۱ <box>173 234 318 248</box>
ad-entry: آقای مصطفی فرزند عزیز در ششدانگ یک قطعه زمین با بنای احداثی به مساحت ۲۹۵ مترمربع پلاک ۸۱ فرعی از ۱۶ اصلی <box>328 948 472 963</box>
ad-entry: آقای بهروز فرزند فرهاد در ششدانگ یک قطعه زمین مزروعی به مساحت ۲۹۰۰ مترمربع پلاک ۲۸ فرعی از ۶ اصلی <box>328 595 472 609</box>
ad-entry: آقای بهزاد فرزند کوروش در ششدانگ یک قطعه باغ به مساحت ۱۷۳۰ مترمربع پلاک ۹۷ فرعی از ۲۲ اصلی <box>19 693 163 707</box>
ad-entry: خانم زهرا فرزند حسین در ششدانگ یک قطعه زمین مزروعی به مساحت ۱۲۵۰ مترمربع پلاک ۳۲ فرعی از ۱۸ اصلی <box>637 162 781 176</box>
ad-entry: آقای کامران فرزند جمشید در ششدانگ یک قطعه زمین با بنای احداثی به مساحت ۲۶۰ مترمربع پلاک ۸۴ فرعی از ۱۸ اصلی <box>19 984 163 998</box>
header-section <box>16 18 58 37</box>
newspaper-logo: اعتماد <box>741 10 787 46</box>
ad-entry: خانم معصومه فرزند احمد در ششدانگ یک باب خانه به مساحت ۱۶۰ مترمربع پلاک ۲۲۱ فرعی از ۴۵ اصلی <box>637 478 781 492</box>
ad-entry: آقای عباس فرزند یدالله در ششدانگ یک باب خانه به مساحت ۲۱۵ مترمربع پلاک ۱۲۹ فرعی از ۲۸ اصلی بخش ۲۱ <box>173 908 318 922</box>
ad-entry: آقای وحید فرزند قربان در ششدانگ یک قطعه باغ به مساحت ۱۹۴۰ مترمربع پلاک ۹۱ فرعی از ۲۰ اصلی <box>173 862 318 876</box>
ad-entry: آقای اصغر فرزند نعمت در ششدانگ یک قطعه زمین به مساحت ۴۷۰ مترمربع پلاک ۱۱۸ فرعی از ۱۴ اصلی <box>328 848 472 863</box>
ad-entry: آقای حمید فرزند شکرالله در ششدانگ یک قطعه باغ به مساحت ۱۶۲۰ مترمربع پلاک ۹۳ فرعی از ۲۱ اصلی <box>328 833 472 847</box>
ad-entry: رئیس اداره ثبت اسناد و املاک <box>404 541 472 548</box>
ad-entry: آقای امیر فرزند نادر در ششدانگ یک قطعه زمین با بنای احداثی به مساحت ۲۶۵ مترمربع پلاک ۷۲ فرعی از ۱۵ اصلی <box>482 325 627 339</box>
ad-entry: خانم صغری فرزند نبی در ششدانگ یک قطعه زمین به مساحت ۳۵۵ مترمربع پلاک ۵۸ فرعی از ۱۰ اصلی <box>173 923 318 937</box>
ad-entry: آقای مهدی فرزند جعفر در ششدانگ یک قطعه باغ به مساحت ۲۱۰۰ مترمربع پلاک ۶۴ فرعی از ۱۹ اصلی <box>637 703 781 717</box>
ad-entry: آقای سعید فرزند مرتضی در ششدانگ یک باب مغازه به مساحت ۳۶ مترمربع پلاک ۱۷۸ فرعی از ۳۱ اصلی <box>482 279 627 293</box>
ad-entry: خانم پروین فرزند ذبیح‌الله در ششدانگ یک قطعه زمین به مساحت ۳۲۵ مترمربع پلاک ۶۳ فرعی از ۹ اصلی <box>19 586 163 600</box>
ad-entry: خانم منیژه فرزند هوشنگ در ششدانگ یک باب خانه به مساحت ۱۷۰ مترمربع پلاک ۱۷۳ فرعی از ۳۶ اصلی <box>173 341 318 355</box>
ad-entry: آقای داوود فرزند سلیمان در ششدانگ یک باب مغازه به مساحت ۴۸ مترمربع پلاک ۲۰۷ فرعی از ۳۵ اصلی <box>328 419 472 433</box>
ad-entry: آقای نبی‌الله فرزند محمدعلی در ششدانگ یک قطعه زمین مزروعی به مساحت ۲۷۰۰ مترمربع پلاک ۲۶ فرعی از ۴ اصلی <box>19 785 163 799</box>
ad-entry: آگهی موضوع ماده ۳ قانون و ماده ۱۳ آیین‌نامه قانون تعیین تکلیف وضعیت ثبتی اراضی و ساختمان‌های فاقد سند رسمی برابر آرای صادره هیات موضوع قانون مذکور مستقر در اداره ثبت اسناد و املاک تصرفات مالکانه و بلامعارض متقاضیان محرز گردیده است لذا مشخصات متقاضیان و املاک مورد تقاضا به شرح ذیل جهت اطلاع عموم آگهی می‌شود <box>637 1266 781 1308</box>
ad-entry: آقای رضا فرزند محمود در ششدانگ یک باب خانه به مساحت ۲۷۵ مترمربع پلاک ۱۱۲ فرعی از ۳۳ اصلی بخش ۲۱ <box>637 1167 781 1182</box>
ad-entry: آقای کریم فرزند صادق در ششدانگ یک قطعه زمین به مساحت ۴۴۰ مترمربع پلاک ۱۰۲ فرعی از ۱۳ اصلی <box>482 210 627 225</box>
ad-entry: آقای محمد فرزند رضا در ششدانگ یک باب خانه به مساحت ۱۸۵ مترمربع پلاک ۲۰۳ فرعی از ۴۱ اصلی بخش ۲۱ خریداری مع‌الواسطه از مالک رسمی <box>637 139 781 160</box>
ad-entry: آقای امیر فرزند نادر در ششدانگ یک قطعه زمین با بنای احداثی به مساحت ۲۶۵ مترمربع پلاک ۷۲ فرعی از ۱۵ اصلی <box>482 500 627 515</box>
ad-entry: آقای هادی فرزند مسعود در ششدانگ یک باب مغازه به مساحت ۴۴ مترمربع پلاک ۱۹۶ فرعی از ۳۴ اصلی <box>19 770 163 784</box>
ad-entry: آقای جواد فرزند کاظم در ششدانگ یک قطعه زمین مزروعی به مساحت ۴۲۰۰ مترمربع پلاک ۱۹ فرعی از ۷ اصلی <box>482 294 627 308</box>
ad-entry: آقای ناصر فرزند حیدر در ششدانگ یک باب انبار به مساحت ۵۴۰ مترمربع پلاک ۳۳ فرعی از ۲۲ اصلی <box>482 340 627 354</box>
ad-entry: آقای امیر فرزند نادر در ششدانگ یک قطعه زمین با بنای احداثی به مساحت ۲۶۵ مترمربع پلاک ۷۲ فرعی از ۱۵ اصلی <box>482 1027 627 1041</box>
ad-entry: خانم سکینه فرزند غلامرضا در ششدانگ یک باب خانه به مساحت ۱۹۰ مترمربع پلاک ۲۶۴ فرعی از ۴۸ اصلی <box>482 134 627 148</box>
ad-entry: آقای مهدی فرزند جعفر در ششدانگ یک قطعه باغ به مساحت ۲۱۰۰ مترمربع پلاک ۶۴ فرعی از ۱۹ اصلی <box>637 943 781 957</box>
ad-entry: خانم زینب فرزند حمزه در ششدانگ یک باب خانه به مساحت ۱۸۵ مترمربع پلاک ۱۶۲ فرعی از ۳۸ اصلی <box>19 510 163 524</box>
masthead <box>8 4 792 50</box>
ad-entry: آقای محمد فرزند رضا در ششدانگ یک باب خانه به مساحت ۱۸۵ مترمربع پلاک ۲۰۳ فرعی از ۴۱ اصلی بخش ۲۱ خریداری مع‌الواسطه از مالک رسمی <box>637 1099 781 1120</box>
ad-entry: خانم نرگس فرزند اکبر در ششدانگ یک باب خانه به مساحت ۱۵۵ مترمربع پلاک ۲۴۹ فرعی از ۴۲ اصلی <box>328 611 472 625</box>
ad-entry: آقای بهروز فرزند فرهاد در ششدانگ یک قطعه زمین مزروعی به مساحت ۲۹۰۰ مترمربع پلاک ۲۸ فرعی از ۶ اصلی <box>328 111 472 126</box>
ad-entry: لذا به منظور اطلاع عموم مراتب در دو نوبت به فاصله ۱۵ روز آگهی می‌شود در صورتی که اشخاص نسبت به صدور سند مالکیت متقاضی اعتراضی داشته باشند می‌توانند از تاریخ انتشار اولین آگهی به مدت دو ماه اعتراض خود را به اداره ثبت اسناد و املاک تسلیم نمایند <box>637 1469 781 1504</box>
ad-entry: آقای وحید فرزند قربان در ششدانگ یک قطعه باغ به مساحت ۱۹۴۰ مترمربع پلاک ۹۱ فرعی از ۲۰ اصلی <box>173 1030 318 1044</box>
ad-entry: آقای بهروز فرزند فرهاد در ششدانگ یک قطعه زمین مزروعی به مساحت ۲۹۰۰ مترمربع پلاک ۲۸ فرعی از ۶ اصلی <box>328 273 472 287</box>
ad-entry: خانم نرگس فرزند اکبر در ششدانگ یک باب خانه به مساحت ۱۵۵ مترمربع پلاک ۲۴۹ فرعی از ۴۲ اصلی <box>328 449 472 463</box>
ad-entry: خانم راضیه فرزند جلال در ششدانگ یک باب خانه به مساحت ۱۶۵ مترمربع پلاک ۲۵۵ فرعی از ۴۶ اصلی <box>173 127 318 141</box>
ad-entry: آقای رحمان فرزند ولی در ششدانگ یک باب کارگاه به مساحت ۶۲۰ مترمربع پلاک ۴۴ فرعی از ۲۳ اصلی <box>328 964 472 978</box>
ad-entry: آقای اصغر فرزند نعمت در ششدانگ یک قطعه زمین به مساحت ۴۷۰ مترمربع پلاک ۱۱۸ فرعی از ۱۴ اصلی <box>328 526 472 540</box>
ad-entry: آقای علی‌اکبر فرزند قاسم در ششدانگ یک باب مغازه به مساحت ۴۲ مترمربع پلاک ۹۶ فرعی از ۲۷ اصلی بخش ۲۱ <box>637 1137 781 1151</box>
ad-entry: آقای جواد فرزند کاظم در ششدانگ یک قطعه زمین مزروعی به مساحت ۴۲۰۰ مترمربع پلاک ۱۹ فرعی از ۷ اصلی <box>482 821 627 835</box>
ad-entry: آقای علی‌اکبر فرزند قاسم در ششدانگ یک باب مغازه به مساحت ۴۲ مترمربع پلاک ۹۶ فرعی از ۲۷ اصلی بخش ۲۱ <box>637 1377 781 1391</box>
ad-entry: آقای فرشید فرزند بهمن در ششدانگ یک باب مغازه به مساحت ۳۹ مترمربع پلاک ۱۸۴ فرعی از ۳۲ اصلی <box>173 938 318 952</box>
ad-entry: تاریخ انتشار نوبت اول ۱۴۰۲/۰۵/۰۵ تاریخ انتشار نوبت دوم ۱۴۰۲/۰۵/۲۰ <box>482 1104 627 1118</box>
ad-entry: خانم صغری فرزند نبی در ششدانگ یک قطعه زمین به مساحت ۳۵۵ مترمربع پلاک ۵۸ فرعی از ۱۰ اصلی <box>173 755 318 769</box>
ad-entry: آقای وحید فرزند قربان در ششدانگ یک قطعه باغ به مساحت ۱۹۴۰ مترمربع پلاک ۹۱ فرعی از ۲۰ اصلی <box>173 525 318 539</box>
ad-entry: لذا به منظور اطلاع عموم مراتب در دو نوبت به فاصله ۱۵ روز آگهی می‌شود در صورتی که اشخاص نسبت به صدور سند مالکیت متقاضی اعتراضی داشته باشند می‌توانند از تاریخ انتشار اولین آگهی به مدت دو ماه اعتراض خود را به اداره ثبت اسناد و املاک تسلیم نمایند <box>637 269 781 304</box>
ad-entry: آقای نبی‌الله فرزند محمدعلی در ششدانگ یک قطعه زمین مزروعی به مساحت ۲۷۰۰ مترمربع پلاک ۲۶ فرعی از ۴ اصلی <box>19 954 163 968</box>
ad-entry: آقای مجید فرزند اسماعیل در ششدانگ یک قطعه باغ به مساحت ۱۸۵۰ مترمربع پلاک ۸۸ فرعی از ۲۴ اصلی <box>482 1073 627 1087</box>
ad-entry: تاریخ انتشار نوبت اول ۱۴۰۲/۰۵/۰۵ تاریخ انتشار نوبت دوم ۱۴۰۲/۰۵/۲۰ <box>19 724 163 738</box>
ad-entry: آقای کامران فرزند جمشید در ششدانگ یک قطعه زمین با بنای احداثی به مساحت ۲۶۰ مترمربع پلاک ۸۴ فرعی از ۱۸ اصلی <box>19 647 163 662</box>
ad-entry: آقای رضا فرزند محمود در ششدانگ یک باب خانه به مساحت ۲۷۵ مترمربع پلاک ۱۱۲ فرعی از ۳۳ اصلی بخش ۲۱ <box>637 927 781 942</box>
ad-entry: آقای رضا فرزند محمود در ششدانگ یک باب خانه به مساحت ۲۷۵ مترمربع پلاک ۱۱۲ فرعی از ۳۳ اصلی بخش ۲۱ <box>637 447 781 462</box>
ad-entry: آقای محسن فرزند حشمت در ششدانگ یک باب کارگاه به مساحت ۵۸۰ مترمربع پلاک ۴۱ فرعی از ۲۳ اصلی <box>19 663 163 677</box>
ad-entry: آقای اکبر فرزند شعبان در ششدانگ یک قطعه زمین به مساحت ۴۱۰ مترمربع پلاک ۱۰۷ فرعی از ۱۳ اصلی <box>173 203 318 217</box>
ad-entry: آقای عباس فرزند یدالله در ششدانگ یک باب خانه به مساحت ۲۱۵ مترمربع پلاک ۱۲۹ فرعی از ۲۸ اصلی بخش ۲۱ <box>173 66 318 80</box>
ad-entry: آقای وحید فرزند قربان در ششدانگ یک قطعه باغ به مساحت ۱۹۴۰ مترمربع پلاک ۹۱ فرعی از ۲۰ اصلی <box>173 188 318 202</box>
ad-entry: آقای سیاوش فرزند کیومرث در ششدانگ یک باب انبار به مساحت ۵۱۰ مترمربع پلاک ۳۸ فرعی از ۲۵ اصلی <box>173 326 318 340</box>
ad-entry: خانم مریم فرزند یوسف در ششدانگ یک قطعه زمین به مساحت ۳۸۰ مترمربع پلاک ۵۵ فرعی از ۹ اصلی <box>482 439 627 453</box>
ad-entry: آقای اکبر فرزند شعبان در ششدانگ یک قطعه زمین به مساحت ۴۱۰ مترمربع پلاک ۱۰۷ فرعی از ۱۳ اصلی <box>173 372 318 386</box>
ad-entry: آقای علی‌اکبر فرزند قاسم در ششدانگ یک باب مغازه به مساحت ۴۲ مترمربع پلاک ۹۶ فرعی از ۲۷ اصلی بخش ۲۱ <box>637 177 781 191</box>
ad-entry: خانم شهلا فرزند پرویز در ششدانگ یک باب خانه به مساحت ۱۵۰ مترمربع پلاک ۲۳۸ فرعی از ۴۴ اصلی <box>19 295 163 309</box>
ad-entry: خانم زهرا فرزند حسین در ششدانگ یک قطعه زمین مزروعی به مساحت ۱۲۵۰ مترمربع پلاک ۳۲ فرعی از ۱۸ اصلی <box>637 1122 781 1136</box>
ad-entry: آقای سیاوش فرزند کیومرث در ششدانگ یک باب انبار به مساحت ۵۱۰ مترمربع پلاک ۳۸ فرعی از ۲۵ اصلی <box>173 831 318 845</box>
ad-entry: خانم اعظم فرزند محسن در ششدانگ یک باب خانه به مساحت ۱۸۰ مترمربع پلاک ۱۶۸ فرعی از ۳۹ اصلی <box>328 979 472 993</box>
ad-entry: آگهی دعوت از اشخاص ذی‌نفع جهت اعتراض به آرای صادره هیات <box>173 556 318 570</box>
ad-entry: آقای کامران فرزند جمشید در ششدانگ یک قطعه زمین با بنای احداثی به مساحت ۲۶۰ مترمربع پلاک ۸۴ فرعی از ۱۸ اصلی <box>19 479 163 493</box>
ad-entry: خانم پروین فرزند ذبیح‌الله در ششدانگ یک قطعه زمین به مساحت ۳۲۵ مترمربع پلاک ۶۳ فرعی از ۹ اصلی <box>19 249 163 263</box>
ad-entry: تاریخ انتشار نوبت اول ۱۴۰۲/۰۵/۰۵ تاریخ انتشار نوبت دوم ۱۴۰۲/۰۵/۲۰ <box>19 892 163 907</box>
ad-entry: آقای حسن فرزند علی بشماره شناسنامه ۱۲۳ صادره از تهران در ششدانگ یک قطعه زمین با بنای احداثی به مساحت ۲۴۰ مترمربع پلاک ۱۵۵ فرعی از ۱۲ اصلی بخش ۲۱ واقع در اراضی روستا خریداری از مالک رسمی <box>637 349 781 378</box>
ad-entry: آقای قاسم فرزند رجب در ششدانگ یک قطعه زمین به مساحت ۴۹۰ مترمربع پلاک ۱۲۱ فرعی از ۱۵ اصلی <box>19 540 163 554</box>
ad-entry: آقای هادی فرزند مسعود در ششدانگ یک باب مغازه به مساحت ۴۴ مترمربع پلاک ۱۹۶ فرعی از ۳۴ اصلی <box>19 433 163 447</box>
ad-entry: آقای کریم فرزند صادق در ششدانگ یک قطعه زمین به مساحت ۴۴۰ مترمربع پلاک ۱۰۲ فرعی از ۱۳ اصلی <box>482 913 627 927</box>
ad-entry: آقای حسین فرزند ابراهیم در ششدانگ یک قطعه زمین به مساحت ۵۰۰ مترمربع پلاک ۸۷ فرعی از ۱۲ اصلی <box>637 253 781 268</box>
ad-entry: خانم نرگس فرزند اکبر در ششدانگ یک باب خانه به مساحت ۱۵۵ مترمربع پلاک ۲۴۹ فرعی از ۴۲ اصلی <box>328 288 472 302</box>
ad-entry: آقای مهدی فرزند جعفر در ششدانگ یک قطعه باغ به مساحت ۲۱۰۰ مترمربع پلاک ۶۴ فرعی از ۱۹ اصلی <box>637 223 781 237</box>
ad-entry: خانم زهرا فرزند حسین در ششدانگ یک قطعه زمین مزروعی به مساحت ۱۲۵۰ مترمربع پلاک ۳۲ فرعی از ۱۸ اصلی <box>637 402 781 416</box>
ad-entry: آگهی موضوع ماده ۳ قانون و ماده ۱۳ آیین‌نامه قانون تعیین تکلیف وضعیت ثبتی اراضی و ساختمان‌های فاقد سند رسمی برابر آرای صادره هیات موضوع قانون مذکور مستقر در اداره ثبت اسناد و املاک تصرفات مالکانه و بلامعارض متقاضیان محرز گردیده است لذا مشخصات متقاضیان و املاک مورد تقاضا به شرح ذیل جهت اطلاع عموم آگهی می‌شود <box>637 1026 781 1068</box>
ad-entry: خانم شهلا فرزند پرویز در ششدانگ یک باب خانه به مساحت ۱۵۰ مترمربع پلاک ۲۳۸ فرعی از ۴۴ اصلی <box>19 632 163 646</box>
ad-entry: خانم طاهره فرزند حبیب در ششدانگ یک قطعه زمین به مساحت ۳۱۵ مترمربع پلاک ۶۱ فرعی از ۱۱ اصلی <box>328 242 472 256</box>
ad-entry: خانم منیژه فرزند هوشنگ در ششدانگ یک باب خانه به مساحت ۱۷۰ مترمربع پلاک ۱۷۳ فرعی از ۳۶ اصلی <box>173 510 318 524</box>
ad-entry: خانم لیلا فرزند منصور در ششدانگ یک باب خانه به مساحت ۱۷۵ مترمربع پلاک ۱۹۱ فرعی از ۳۷ اصلی <box>482 1058 627 1072</box>
ad-entry: خانم راضیه فرزند جلال در ششدانگ یک باب خانه به مساحت ۱۶۵ مترمربع پلاک ۲۵۵ فرعی از ۴۶ اصلی <box>173 801 318 815</box>
ad-entry: آقای کامران فرزند جمشید در ششدانگ یک قطعه زمین با بنای احداثی به مساحت ۲۶۰ مترمربع پلاک ۸۴ فرعی از ۱۸ اصلی <box>19 311 163 325</box>
ad-entry: آقای سعید فرزند مرتضی در ششدانگ یک باب مغازه به مساحت ۳۶ مترمربع پلاک ۱۷۸ فرعی از ۳۱ اصلی <box>482 630 627 644</box>
ad-entry: آقای بهزاد فرزند کوروش در ششدانگ یک قطعه باغ به مساحت ۱۷۳۰ مترمربع پلاک ۹۷ فرعی از ۲۲ اصلی <box>19 1030 163 1044</box>
ad-entry: آقای غلامعلی فرزند رمضان در ششدانگ یک قطعه زمین مزروعی به مساحت ۳۵۰۰ مترمربع پلاک ۲۳ فرعی از ۵ اصلی <box>173 448 318 462</box>
ad-entry: خانم سکینه فرزند غلامرضا در ششدانگ یک باب خانه به مساحت ۱۹۰ مترمربع پلاک ۲۶۴ فرعی از ۴۸ اصلی <box>482 1012 627 1026</box>
ad-entry: خانم سکینه فرزند غلامرضا در ششدانگ یک باب خانه به مساحت ۱۹۰ مترمربع پلاک ۲۶۴ فرعی از ۴۸ اصلی <box>482 836 627 850</box>
ad-entry: خانم اعظم فرزند محسن در ششدانگ یک باب خانه به مساحت ۱۸۰ مترمربع پلاک ۱۶۸ فرعی از ۳۹ اصلی <box>328 818 472 832</box>
ad-entry: آقای حسین فرزند ابراهیم در ششدانگ یک قطعه زمین به مساحت ۵۰۰ مترمربع پلاک ۸۷ فرعی از ۱۲ اصلی <box>637 973 781 988</box>
ad-entry: خانم نرگس فرزند اکبر در ششدانگ یک باب خانه به مساحت ۱۵۵ مترمربع پلاک ۲۴۹ فرعی از ۴۲ اصلی <box>328 772 472 786</box>
ad-entry: آقای مصطفی فرزند عزیز در ششدانگ یک قطعه زمین با بنای احداثی به مساحت ۲۹۵ مترمربع پلاک ۸۱ فرعی از ۱۶ اصلی <box>328 626 472 640</box>
ad-entry: آقای مجید فرزند اسماعیل در ششدانگ یک قطعه باغ به مساحت ۱۸۵۰ مترمربع پلاک ۸۸ فرعی از ۲۴ اصلی <box>482 371 627 385</box>
ad-entry: خانم راضیه فرزند جلال در ششدانگ یک باب خانه به مساحت ۱۶۵ مترمربع پلاک ۲۵۵ فرعی از ۴۶ اصلی <box>173 295 318 309</box>
ad-entry: آقای مصطفی فرزند عزیز در ششدانگ یک قطعه زمین با بنای احداثی به مساحت ۲۹۵ مترمربع پلاک ۸۱ فرعی از ۱۶ اصلی <box>328 465 472 479</box>
ad-entry: تاریخ انتشار نوبت اول ۱۴۰۲/۰۵/۰۵ تاریخ انتشار نوبت دوم ۱۴۰۲/۰۵/۲۰ <box>482 577 627 591</box>
ad-entry: آگهی دعوت از اشخاص ذی‌نفع جهت اعتراض به آرای صادره هیات <box>173 892 318 907</box>
ad-entry: آقای جواد فرزند کاظم در ششدانگ یک قطعه زمین مزروعی به مساحت ۴۲۰۰ مترمربع پلاک ۱۹ فرعی از ۷ اصلی <box>482 119 627 133</box>
ad-entry: لذا به منظور اطلاع عموم مراتب در دو نوبت به فاصله ۱۵ روز آگهی می‌شود در صورتی که اشخاص نسبت به صدور سند مالکیت متقاضی اعتراضی داشته باشند می‌توانند از تاریخ انتشار اولین آگهی به مدت دو ماه اعتراض خود را به اداره ثبت اسناد و املاک تسلیم نمایند <box>637 1229 781 1264</box>
ad-entry: آقای نبی‌الله فرزند محمدعلی در ششدانگ یک قطعه زمین مزروعی به مساحت ۲۷۰۰ مترمربع پلاک ۲۶ فرعی از ۴ اصلی <box>19 617 163 631</box>
ad-column <box>631 66 786 1504</box>
ad-entry: آقای فرشید فرزند بهمن در ششدانگ یک باب مغازه به مساحت ۳۹ مترمربع پلاک ۱۸۴ فرعی از ۳۲ اصلی <box>173 601 318 616</box>
ad-entry: آقای کامران فرزند جمشید در ششدانگ یک قطعه زمین با بنای احداثی به مساحت ۲۶۰ مترمربع پلاک ۸۴ فرعی از ۱۸ اصلی <box>19 142 163 156</box>
ad-entry: آقای ایرج فرزند منوچهر در ششدانگ یک باب خانه به مساحت ۲۳۵ مترمربع پلاک ۱۴۷ فرعی از ۳۰ اصلی بخش ۲۱ <box>19 402 163 417</box>
ad-entry: خانم صغری فرزند نبی در ششدانگ یک قطعه زمین به مساحت ۳۵۵ مترمربع پلاک ۵۸ فرعی از ۱۰ اصلی <box>173 81 318 95</box>
ad-entry: خانم زهرا فرزند حسین در ششدانگ یک قطعه زمین مزروعی به مساحت ۱۲۵۰ مترمربع پلاک ۳۲ فرعی از ۱۸ اصلی <box>637 642 781 656</box>
ad-entry: رئیس اداره ثبت اسناد و املاک <box>404 219 472 226</box>
ad-entry: آقای مصطفی فرزند عزیز در ششدانگ یک قطعه زمین با بنای احداثی به مساحت ۲۹۵ مترمربع پلاک ۸۱ فرعی از ۱۶ اصلی <box>328 142 472 156</box>
ad-entry: خانم سکینه فرزند غلامرضا در ششدانگ یک باب خانه به مساحت ۱۹۰ مترمربع پلاک ۲۶۴ فرعی از ۴۸ اصلی <box>482 661 627 675</box>
ad-entry: آقای قاسم فرزند رجب در ششدانگ یک قطعه زمین به مساحت ۴۹۰ مترمربع پلاک ۱۲۱ فرعی از ۱۵ اصلی <box>19 877 163 891</box>
ad-entry: آقای حمید فرزند شکرالله در ششدانگ یک قطعه باغ به مساحت ۱۶۲۰ مترمربع پلاک ۹۳ فرعی از ۲۱ اصلی <box>328 349 472 363</box>
ad-entry: خانم مریم فرزند یوسف در ششدانگ یک قطعه زمین به مساحت ۳۸۰ مترمربع پلاک ۵۵ فرعی از ۹ اصلی <box>482 615 627 629</box>
ad-entry: خانم طاهره فرزند حبیب در ششدانگ یک قطعه زمین به مساحت ۳۱۵ مترمربع پلاک ۶۱ فرعی از ۱۱ اصلی <box>328 887 472 901</box>
ad-entry: آقای نبی‌الله فرزند محمدعلی در ششدانگ یک قطعه زمین مزروعی به مساحت ۲۷۰۰ مترمربع پلاک ۲۶ فرعی از ۴ اصلی <box>19 448 163 462</box>
ad-entry: آقای داوود فرزند سلیمان در ششدانگ یک باب مغازه به مساحت ۴۸ مترمربع پلاک ۲۰۷ فرعی از ۳۵ اصلی <box>328 96 472 110</box>
ad-entry: خانم زینب فرزند حمزه در ششدانگ یک باب خانه به مساحت ۱۸۵ مترمربع پلاک ۱۶۲ فرعی از ۳۸ اصلی <box>19 341 163 355</box>
ad-entry: تاریخ انتشار نوبت اول ۱۴۰۲/۰۵/۰۵ تاریخ انتشار نوبت دوم ۱۴۰۲/۰۵/۲۰ <box>19 1061 163 1075</box>
ad-entry: خانم فاطمه فرزند عباس در ششدانگ یک قطعه زمین با بنای احداثی به مساحت ۳۱۰ مترمربع پلاک ۴۷ فرعی از ۸ اصلی <box>637 912 781 926</box>
ad-entry: تاریخ انتشار نوبت اول ۱۴۰۲/۰۵/۰۵ تاریخ انتشار نوبت دوم ۱۴۰۲/۰۵/۲۰ <box>482 753 627 767</box>
ad-entry: آقای مصطفی فرزند عزیز در ششدانگ یک قطعه زمین با بنای احداثی به مساحت ۲۹۵ مترمربع پلاک ۸۱ فرعی از ۱۶ اصلی <box>328 787 472 801</box>
ad-entry: آقای اکبر فرزند شعبان در ششدانگ یک قطعه زمین به مساحت ۴۱۰ مترمربع پلاک ۱۰۷ فرعی از ۱۳ اصلی <box>173 540 318 554</box>
ad-entry: آقای رحمان فرزند ولی در ششدانگ یک باب کارگاه به مساحت ۶۲۰ مترمربع پلاک ۴۴ فرعی از ۲۳ اصلی <box>328 157 472 172</box>
ad-entry: رئیس اداره ثبت اسناد و املاک <box>404 864 472 871</box>
ad-entry: خانم معصومه فرزند احمد در ششدانگ یک باب خانه به مساحت ۱۶۰ مترمربع پلاک ۲۲۱ فرعی از ۴۵ اصلی <box>637 718 781 732</box>
ad-entry: آقای رحمان فرزند ولی در ششدانگ یک باب کارگاه به مساحت ۶۲۰ مترمربع پلاک ۴۴ فرعی از ۲۳ اصلی <box>328 803 472 817</box>
ad-entry: آقای عباس فرزند یدالله در ششدانگ یک باب خانه به مساحت ۲۱۵ مترمربع پلاک ۱۲۹ فرعی از ۲۸ اصلی بخش ۲۱ <box>173 739 318 753</box>
ad-entry: آقای هادی فرزند مسعود در ششدانگ یک باب مغازه به مساحت ۴۴ مترمربع پلاک ۱۹۶ فرعی از ۳۴ اصلی <box>19 96 163 110</box>
ad-entry: آقای اکبر فرزند شعبان در ششدانگ یک قطعه زمین به مساحت ۴۱۰ مترمربع پلاک ۱۰۷ فرعی از ۱۳ اصلی <box>173 709 318 723</box>
ad-entry: آقای بهزاد فرزند کوروش در ششدانگ یک قطعه باغ به مساحت ۱۷۳۰ مترمربع پلاک ۹۷ فرعی از ۲۲ اصلی <box>19 356 163 371</box>
ad-entry: آقای قاسم فرزند رجب در ششدانگ یک قطعه زمین به مساحت ۴۹۰ مترمربع پلاک ۱۲۱ فرعی از ۱۵ اصلی <box>19 372 163 386</box>
section-title: آگهی <box>16 18 58 37</box>
ad-entry: خانم سکینه فرزند غلامرضا در ششدانگ یک باب خانه به مساحت ۱۹۰ مترمربع پلاک ۲۶۴ فرعی از ۴۸ اصلی <box>482 310 627 324</box>
ad-entry: خانم معصومه فرزند احمد در ششدانگ یک باب خانه به مساحت ۱۶۰ مترمربع پلاک ۲۲۱ فرعی از ۴۵ اصلی <box>637 958 781 972</box>
ad-entry: خانم لیلا فرزند منصور در ششدانگ یک باب خانه به مساحت ۱۷۵ مترمربع پلاک ۱۹۱ فرعی از ۳۷ اصلی <box>482 355 627 370</box>
ad-entry: آقای داوود فرزند سلیمان در ششدانگ یک باب مغازه به مساحت ۴۸ مترمربع پلاک ۲۰۷ فرعی از ۳۵ اصلی <box>328 257 472 272</box>
